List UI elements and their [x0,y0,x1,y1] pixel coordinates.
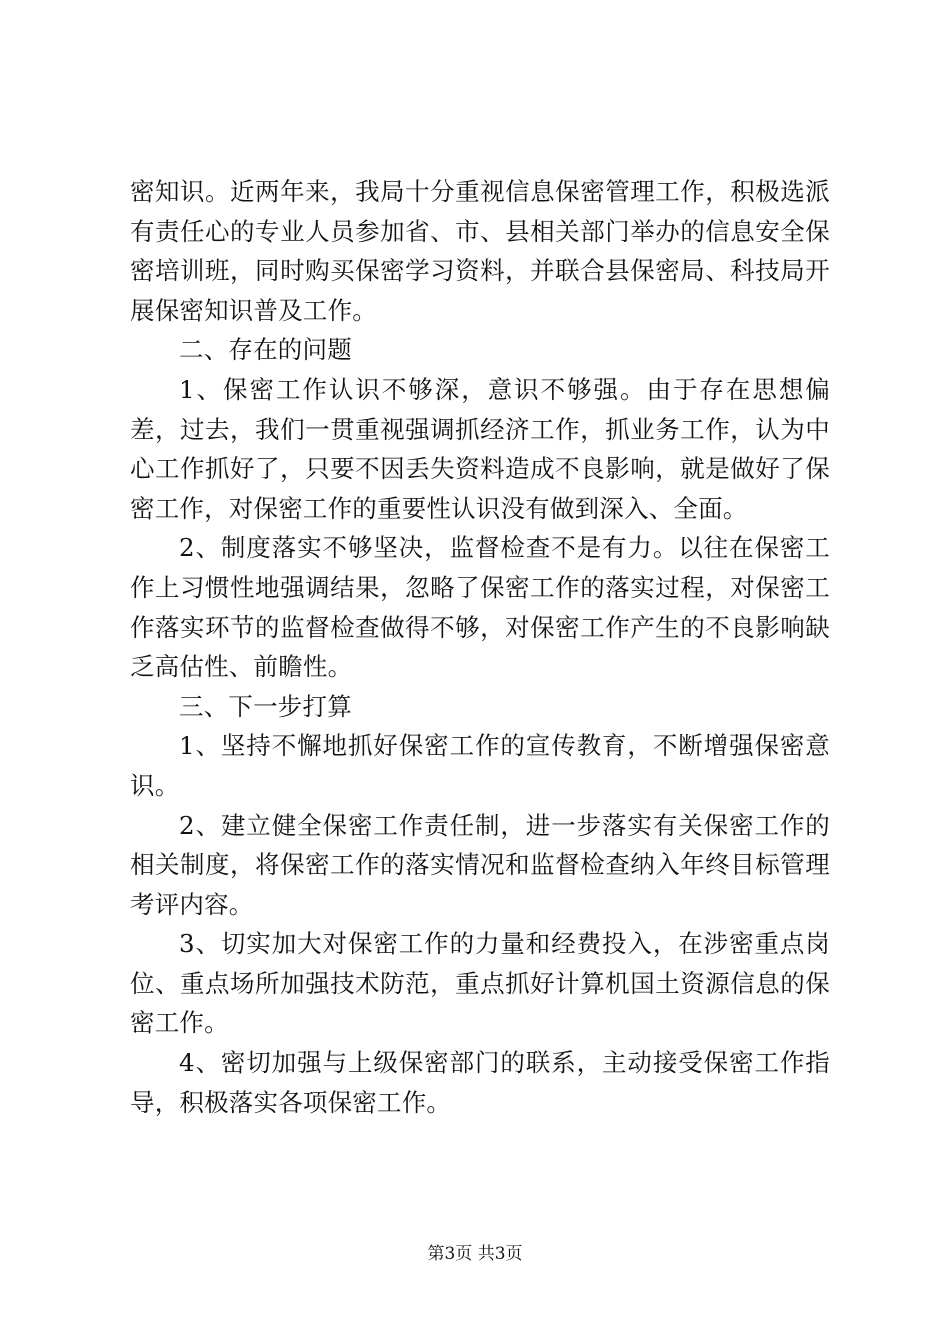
paragraph-plan-3: 3、切实加大对保密工作的力量和经费投入，在涉密重点岗位、重点场所加强技术防范，重点抓好计算机国土资源信息的保密工作。 [130,929,830,1038]
section-heading-next-steps: 三、下一步打算 [179,691,352,721]
paragraph-continuation: 密知识。近两年来，我局十分重视信息保密管理工作，积极选派有责任心的专业人员参加省、市、县相关部门举办的信息安全保密培训班，同时购买保密学习资料，并联合县保密局、科技局开展保密知识普及工作。 [130,177,830,325]
paragraph-plan-1: 1、坚持不懈地抓好保密工作的宣传教育，不断增强保密意识。 [130,731,830,800]
paragraph-plan-2: 2、建立健全保密工作责任制，进一步落实有关保密工作的相关制度，将保密工作的落实情况和监督检查纳入年终目标管理考评内容。 [130,810,830,919]
section-heading-problems: 二、存在的问题 [179,335,352,365]
paragraph-problem-1: 1、保密工作认识不够深，意识不够强。由于存在思想偏差，过去，我们一贯重视强调抓经济工作，抓业务工作，认为中心工作抓好了，只要不因丢失资料造成不良影响，就是做好了保密工作，对保密工作的重要性认识没有做到深入、全面。 [130,374,830,523]
page-number-footer: 第3页 共3页 [427,1244,523,1264]
paragraph-problem-2: 2、制度落实不够坚决，监督检查不是有力。以往在保密工作上习惯性地强调结果，忽略了保密工作的落实过程，对保密工作落实环节的监督检查做得不够，对保密工作产生的不良影响缺乏高估性、前瞻性。 [130,533,830,682]
document-body [130,172,830,1122]
paragraph-plan-4: 4、密切加强与上级保密部门的联系，主动接受保密工作指导，积极落实各项保密工作。 [130,1048,830,1117]
